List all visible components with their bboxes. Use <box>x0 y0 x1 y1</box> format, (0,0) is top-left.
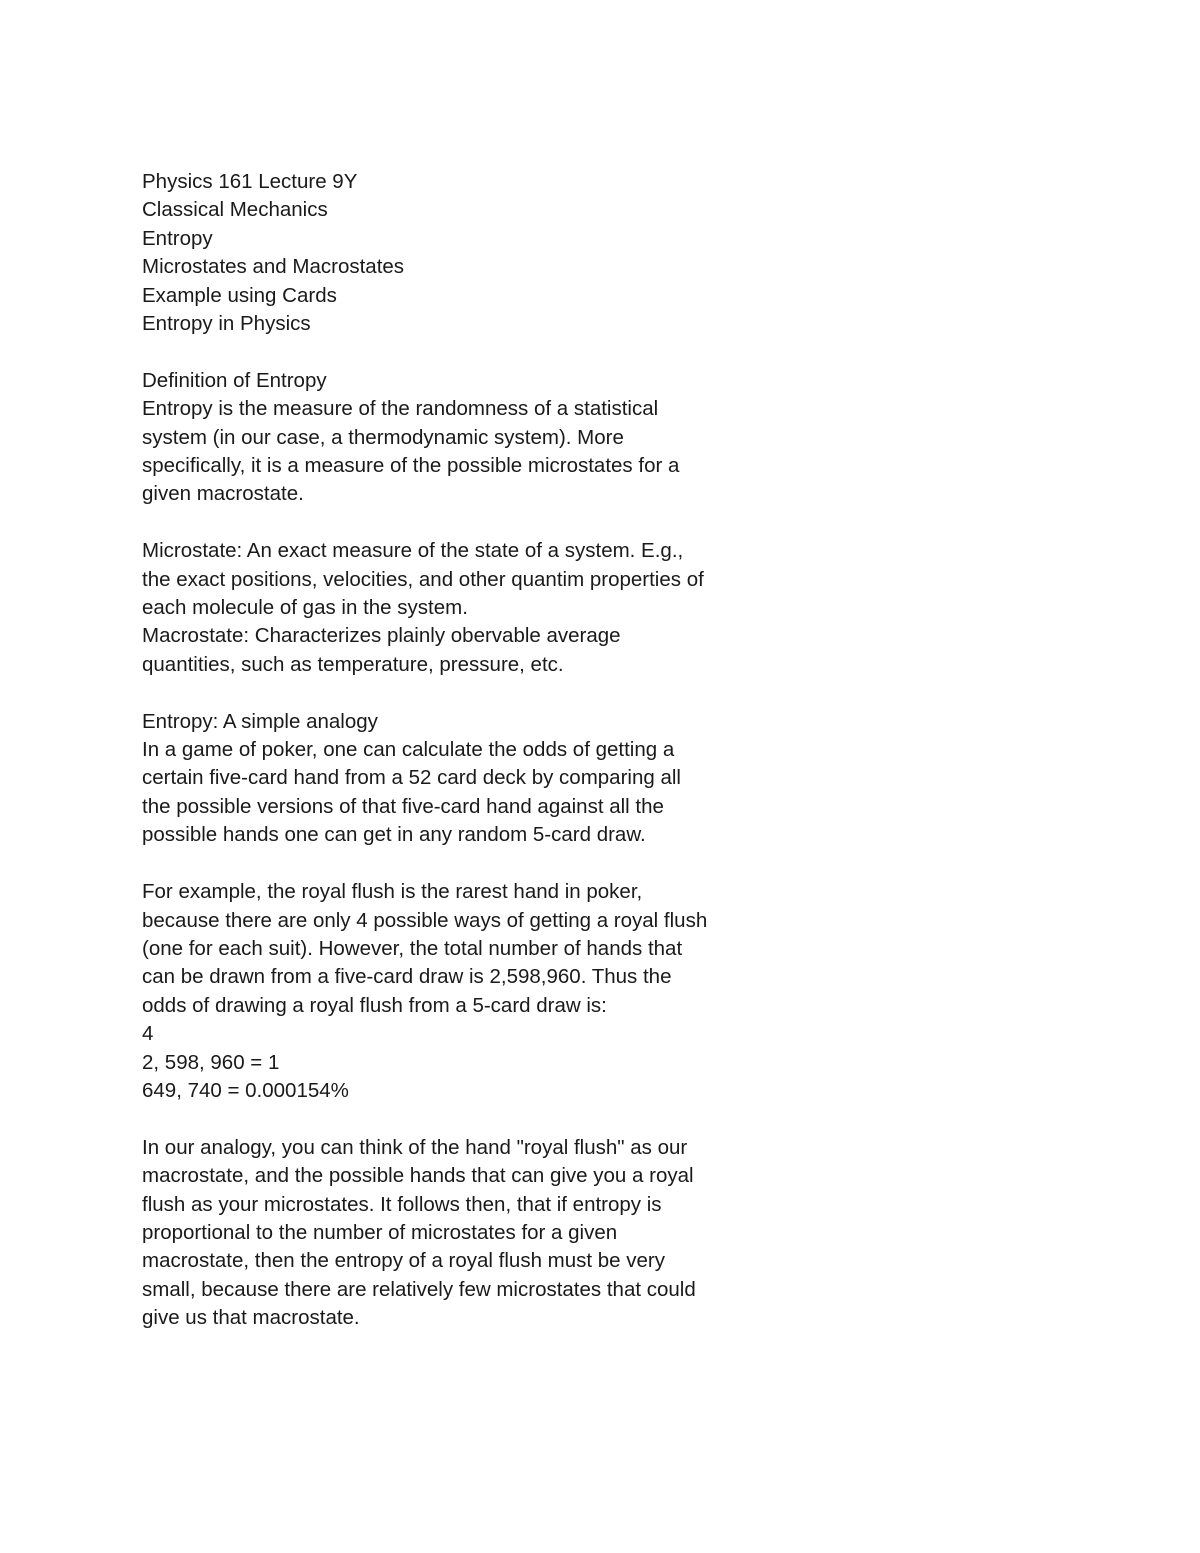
example-section <box>142 878 762 1105</box>
paragraph-line: can be drawn from a five-card draw is 2,598,960. Thus the <box>142 965 672 989</box>
conclusion-section <box>142 1134 762 1333</box>
topic-line: Entropy <box>142 226 213 250</box>
section-heading: Entropy: A simple analogy <box>142 709 378 733</box>
paragraph-line: quantities, such as temperature, pressure, etc. <box>142 652 564 676</box>
equation-line: 2, 598, 960 = 1 <box>142 1050 280 1074</box>
topic-line: Example using Cards <box>142 283 337 307</box>
paragraph-gap <box>142 1105 762 1133</box>
topic-line: Microstates and Macrostates <box>142 255 405 279</box>
paragraph-line: (one for each suit). However, the total number of hands that <box>142 936 683 960</box>
analogy-section <box>142 708 762 850</box>
paragraph-line: macrostate, and the possible hands that can give you a royal <box>142 1164 694 1188</box>
paragraph-line: the possible versions of that five-card hand against all the <box>142 794 664 818</box>
microstate-definition: Microstate: An exact measure of the state of a system. E.g., <box>142 539 684 563</box>
paragraph-line: specifically, it is a measure of the possible microstates for a <box>142 454 680 478</box>
paragraph-line: certain five-card hand from a 52 card deck by comparing all <box>142 766 681 790</box>
paragraph-line: macrostate, then the entropy of a royal flush must be very <box>142 1249 666 1273</box>
course-subject: Classical Mechanics <box>142 198 328 222</box>
section-heading: Definition of Entropy <box>142 368 327 392</box>
paragraph-line: system (in our case, a thermodynamic system). More <box>142 425 624 449</box>
paragraph-line: flush as your microstates. It follows then, that if entropy is <box>142 1192 662 1216</box>
paragraph-line: the exact positions, velocities, and other quantim properties of <box>142 567 704 591</box>
paragraph-line: each molecule of gas in the system. <box>142 596 468 620</box>
paragraph-line: odds of drawing a royal flush from a 5-card draw is: <box>142 993 607 1017</box>
equation-line: 4 <box>142 1022 154 1046</box>
paragraph-gap <box>142 850 762 878</box>
states-section <box>142 537 762 679</box>
paragraph-line: because there are only 4 possible ways of getting a royal flush <box>142 908 708 932</box>
paragraph-line: In our analogy, you can think of the hand "royal flush" as our <box>142 1135 688 1159</box>
course-title: Physics 161 Lecture 9Y <box>142 170 358 193</box>
document-body <box>142 168 762 1333</box>
equation-line: 649, 740 = 0.000154% <box>142 1078 349 1102</box>
paragraph-line: given macrostate. <box>142 482 304 506</box>
paragraph-line: In a game of poker, one can calculate the odds of getting a <box>142 738 675 762</box>
paragraph-gap <box>142 509 762 537</box>
paragraph-line: proportional to the number of microstates for a given <box>142 1220 618 1244</box>
topic-line: Entropy in Physics <box>142 312 311 336</box>
paragraph-gap <box>142 679 762 707</box>
macrostate-definition: Macrostate: Characterizes plainly obervable average <box>142 624 621 648</box>
header-block <box>142 168 762 338</box>
paragraph-line: possible hands one can get in any random 5-card draw. <box>142 823 646 847</box>
definition-section <box>142 367 762 509</box>
paragraph-gap <box>142 338 762 366</box>
paragraph-line: small, because there are relatively few microstates that could <box>142 1277 696 1301</box>
paragraph-line: For example, the royal flush is the rarest hand in poker, <box>142 880 643 904</box>
paragraph-line: give us that macrostate. <box>142 1306 360 1330</box>
paragraph-line: Entropy is the measure of the randomness of a statistical <box>142 397 659 421</box>
